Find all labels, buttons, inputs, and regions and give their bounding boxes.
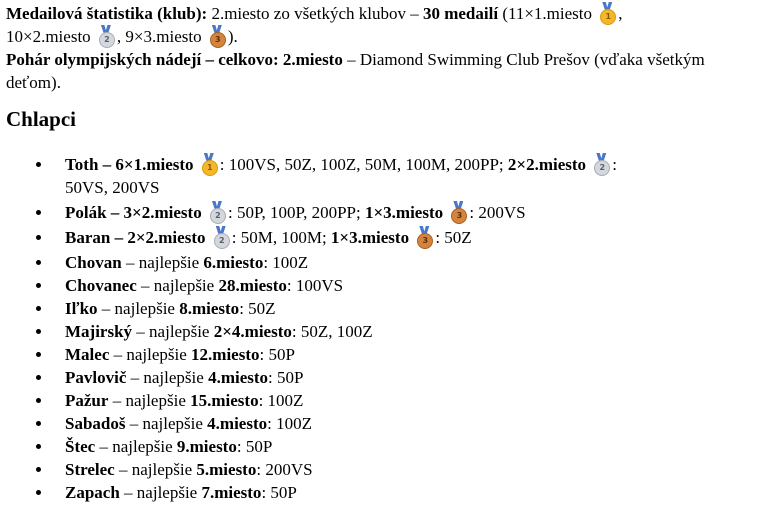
best-place: 5.miesto [196,460,257,479]
list-item-ilko [65,297,751,320]
events-text: : 50Z [435,228,472,247]
list-item-polak [65,201,751,224]
silver-medal-icon: 2 [207,201,227,224]
best-place: 7.miesto [201,483,262,502]
silver-count-text: 10×2.miesto [6,27,95,46]
events-text: : 50Z, 100Z [291,322,373,341]
best-label: – najlepšie [126,368,209,387]
best-label: – najlepšie [97,299,180,318]
athlete-name: Majirský [65,322,133,341]
list-item-stec [65,435,751,458]
athlete-name: Chovanec [65,276,137,295]
best-place: 4.miesto [207,414,268,433]
list-item-chovanec [65,274,751,297]
events-text: : 100Z [263,253,309,272]
athlete-name: Strelec [65,460,115,479]
best-label: – najlepšie [109,345,192,364]
list-item-sabados [65,412,751,435]
cup-label: Pohár olympijských nádejí – celkovo: 2.miesto [6,50,343,69]
list-item-baran [65,226,751,249]
best-place: 9.miesto [176,437,237,456]
boys-list [6,153,751,504]
best-label: – najlepšie [125,414,208,433]
closing-text: ). [227,27,238,46]
athlete-name: Baran – 2×2.miesto [65,228,206,247]
best-label: – najlepšie [119,483,202,502]
events-text: 50VS, 200VS [65,178,160,197]
list-item-strelec [65,458,751,481]
cup-text: – Diamond Swimming Club Prešov (vďaka všetkým deťom). [6,50,705,92]
third-place-count: 1×3.miesto [330,228,410,247]
second-place-count: 2×2.miesto [507,155,587,174]
best-label: – najlepšie [136,276,219,295]
gold-medal-icon: 1 [597,2,617,25]
events-text: : 100VS, 50Z, 100Z, 50M, 100M, 200PP; [219,155,508,174]
best-place: 15.miesto [190,391,259,410]
bronze-medal-icon: 3 [448,201,468,224]
silver-medal-icon: 2 [591,153,611,176]
silver-medal-icon: 2 [96,25,116,48]
best-label: – najlepšie [95,437,177,456]
colon-text: : [612,155,618,174]
list-item-zapach [65,481,751,504]
third-place-count: 1×3.miesto [364,203,444,222]
events-text: : 50P [259,345,295,364]
events-text: : 200VS [256,460,313,479]
medal-count: 30 medailí [422,4,499,23]
athlete-name: Polák – 3×2.miesto [65,203,202,222]
best-place: 28.miesto [218,276,287,295]
cup-paragraph [6,48,751,94]
athlete-name: Pavlovič [65,368,127,387]
events-text: : 100Z [258,391,304,410]
section-title: Chlapci [6,107,77,131]
events-text: : 100VS [286,276,344,295]
bronze-count-text: , 9×3.miesto [116,27,206,46]
gold-count-text: (11×1.miesto [498,4,597,23]
athlete-name: Chovan [65,253,122,272]
events-text: : 50Z [239,299,276,318]
medal-stats-text: 2.miesto zo všetkých klubov – [207,4,423,23]
events-text: : 50M, 100M; [231,228,331,247]
events-text: : 50P [236,437,273,456]
athlete-name: Pažur [65,391,109,410]
events-text: : 200VS [469,203,526,222]
best-place: 2×4.miesto [213,322,292,341]
best-label: – najlepšie [108,391,191,410]
athlete-name: Zapach [65,483,120,502]
gold-medal-icon: 1 [199,153,219,176]
athlete-name: Malec [65,345,110,364]
bronze-medal-icon: 3 [207,25,227,48]
best-place: 4.miesto [208,368,269,387]
list-item-majirsky [65,320,751,343]
list-item-toth [65,153,751,199]
athlete-name: Štec [65,437,96,456]
best-label: – najlepšie [114,460,197,479]
medal-stats-label: Medailová štatistika (klub): [6,4,208,23]
bronze-medal-icon: 3 [414,226,434,249]
athlete-name: Sabadoš [65,414,126,433]
best-place: 12.miesto [191,345,260,364]
list-item-malec [65,343,751,366]
events-text: : 100Z [267,414,312,433]
list-item-pavlovic [65,366,751,389]
best-label: – najlepšie [132,322,214,341]
best-place: 8.miesto [179,299,240,318]
best-label: – najlepšie [121,253,204,272]
silver-medal-icon: 2 [211,226,231,249]
events-text: : 50P [261,483,297,502]
athlete-name: Toth – 6×1.miesto [65,155,194,174]
athlete-name: Iľko [65,299,98,318]
medal-stats-paragraph [6,2,751,48]
events-text: : 50P, 100P, 200PP; [227,203,365,222]
list-item-chovan [65,251,751,274]
list-item-pazur [65,389,751,412]
best-place: 6.miesto [203,253,264,272]
separator-text: , [618,4,623,23]
events-text: : 50P [268,368,304,387]
